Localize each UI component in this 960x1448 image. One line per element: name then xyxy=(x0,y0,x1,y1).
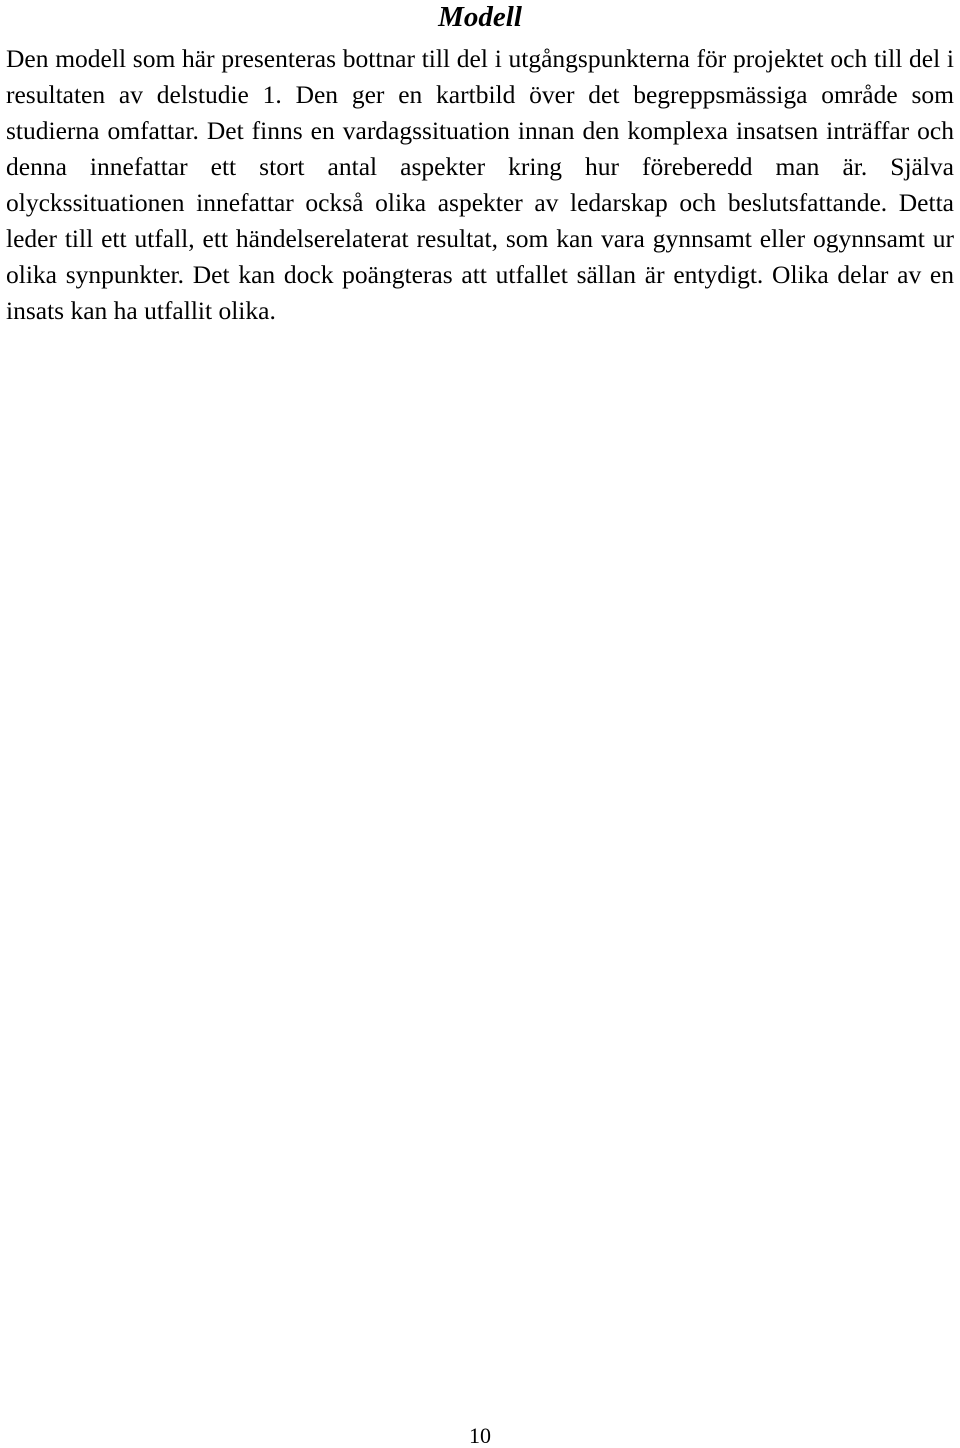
section-heading: Modell xyxy=(438,1,522,33)
body-paragraph: Den modell som här presenteras bottnar till del i utgångspunkterna för projektet och till del i resultaten av delstudie 1. Den ger en kartbild över det begreppsmässiga område som studierna omfattar. Det finns en vardagssituation innan den komplexa insatsen inträffar och denna innefattar ett stort antal aspekter kring hur föreberedd man är. Själva olyckssituationen innefattar också olika aspekter av ledarskap och beslutsfattande. Detta leder till ett utfall, ett händelserelaterat resultat, som kan vara gynnsamt eller ogynnsamt ur olika synpunkter. Det kan dock poängteras att utfallet sällan är entydigt. Olika delar av en insats kan ha utfallit olika. xyxy=(6,44,954,325)
page-number: 10 xyxy=(469,1423,491,1448)
